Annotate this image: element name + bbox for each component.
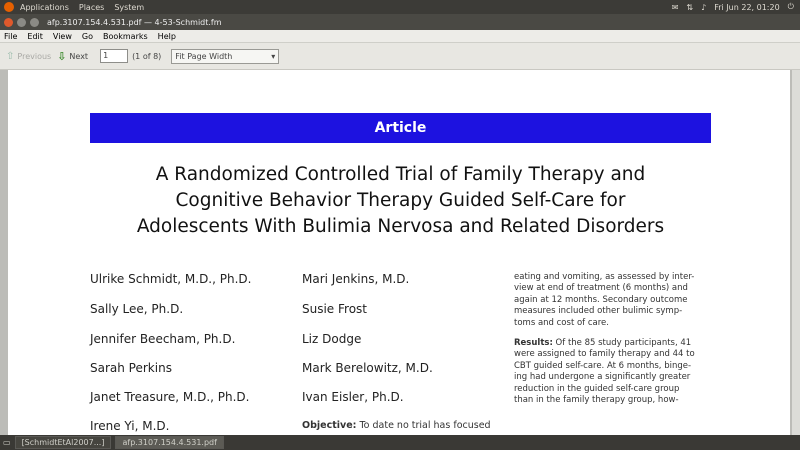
system-menus	[14, 3, 144, 12]
objective-label: Objective:	[302, 420, 357, 431]
abstract-line	[514, 338, 720, 349]
author-9: Liz Dodge	[302, 332, 362, 346]
minimize-window-button[interactable]	[17, 18, 26, 27]
document-view[interactable]	[0, 70, 800, 435]
taskbar-item-1[interactable]	[15, 436, 112, 449]
title-line-2: Cognitive Behavior Therapy Guided Self-Care for	[175, 190, 626, 211]
author-7: Mari Jenkins, M.D.	[302, 272, 410, 286]
menu-go[interactable]: Go	[81, 31, 93, 41]
mail-icon[interactable]: ✉	[671, 2, 679, 12]
arrow-up-icon: ⇧	[6, 50, 15, 62]
system-tray	[672, 2, 800, 12]
show-desktop-icon[interactable]: ▭	[3, 438, 11, 447]
menu-bookmarks[interactable]: Bookmarks	[102, 31, 148, 41]
abstract-line: measures included other bulimic symp-	[514, 306, 683, 317]
abstract-column	[514, 272, 720, 406]
pdf-page	[8, 70, 790, 435]
maximize-window-button[interactable]	[30, 18, 39, 27]
previous-page-button[interactable]	[6, 51, 51, 62]
next-label: Next	[69, 51, 89, 61]
author-3: Jennifer Beecham, Ph.D.	[90, 332, 236, 346]
author-2: Sally Lee, Ph.D.	[90, 302, 184, 316]
arrow-down-icon: ⇩	[57, 49, 67, 63]
toolbar	[0, 43, 800, 70]
menu-help[interactable]: Help	[157, 31, 176, 41]
volume-icon[interactable]: ♪	[701, 2, 707, 12]
taskbar-item-1-label: [SchmidtEtAl2007...]	[21, 438, 105, 447]
abstract-line: CBT guided self-care. At 6 months, binge-	[514, 360, 692, 371]
zoom-value: Fit Page Width	[175, 51, 233, 61]
paper-title	[68, 162, 733, 240]
author-11: Ivan Eisler, Ph.D.	[302, 390, 404, 404]
article-banner: Article	[90, 113, 711, 143]
author-6: Irene Yi, M.D.	[90, 419, 170, 433]
objective-text: To date no trial has focused	[356, 420, 491, 431]
window-title-bar	[0, 14, 800, 30]
vertical-scrollbar[interactable]	[792, 70, 800, 435]
title-line-3: Adolescents With Bulimia Nervosa and Related Disorders	[136, 216, 665, 237]
power-icon[interactable]: ⏻	[787, 2, 794, 11]
abstract-line: eating and vomiting, as assessed by inter-	[514, 272, 695, 282]
menu-file[interactable]: File	[4, 31, 18, 41]
author-1: Ulrike Schmidt, M.D., Ph.D.	[90, 272, 252, 286]
menu-edit[interactable]: Edit	[27, 31, 43, 41]
system-top-bar	[0, 0, 800, 14]
abstract-line: were assigned to family therapy and 44 to	[514, 349, 695, 360]
menu-bar	[0, 30, 800, 43]
title-line-1: A Randomized Controlled Trial of Family Therapy and	[155, 164, 646, 185]
page-number-input[interactable]: 1	[100, 49, 128, 63]
taskbar-item-2[interactable]	[115, 436, 223, 449]
abstract-line: again at 12 months. Secondary outcome	[514, 294, 688, 305]
abstract-line: view at end of treatment (6 months) and	[514, 283, 688, 294]
author-5: Janet Treasure, M.D., Ph.D.	[90, 390, 250, 404]
menu-places[interactable]: Places	[78, 2, 105, 12]
firefox-icon[interactable]	[4, 2, 14, 12]
menu-applications[interactable]: Applications	[20, 2, 69, 12]
menu-system[interactable]: System	[114, 2, 145, 12]
taskbar-item-2-label: afp.3107.154.4.531.pdf	[122, 438, 217, 447]
taskbar	[0, 435, 800, 450]
author-10: Mark Berelowitz, M.D.	[302, 361, 433, 375]
abstract-line: than in the family therapy group, how-	[514, 395, 679, 406]
zoom-select[interactable]	[171, 49, 279, 64]
close-window-button[interactable]	[4, 18, 13, 27]
next-page-button[interactable]	[57, 50, 88, 63]
chevron-down-icon: ▾	[271, 51, 276, 61]
menu-view[interactable]: View	[52, 31, 72, 41]
results-label: Results:	[514, 338, 553, 349]
network-icon[interactable]: ⇅	[686, 2, 694, 12]
objective-paragraph	[302, 420, 491, 431]
results-text: Of the 85 study participants, 41	[552, 338, 692, 349]
author-4: Sarah Perkins	[90, 361, 172, 375]
page-count: (1 of 8)	[132, 51, 162, 61]
clock[interactable]: Fri Jun 22, 01:20	[714, 2, 780, 12]
abstract-line: toms and cost of care.	[514, 317, 609, 328]
abstract-line: reduction in the guided self-care group	[514, 383, 680, 394]
window-title: afp.3107.154.4.531.pdf — 4-53-Schmidt.fm	[47, 17, 222, 27]
abstract-line: ing had undergone a significantly greater	[514, 372, 691, 383]
author-8: Susie Frost	[302, 302, 368, 316]
previous-label: Previous	[17, 51, 52, 61]
